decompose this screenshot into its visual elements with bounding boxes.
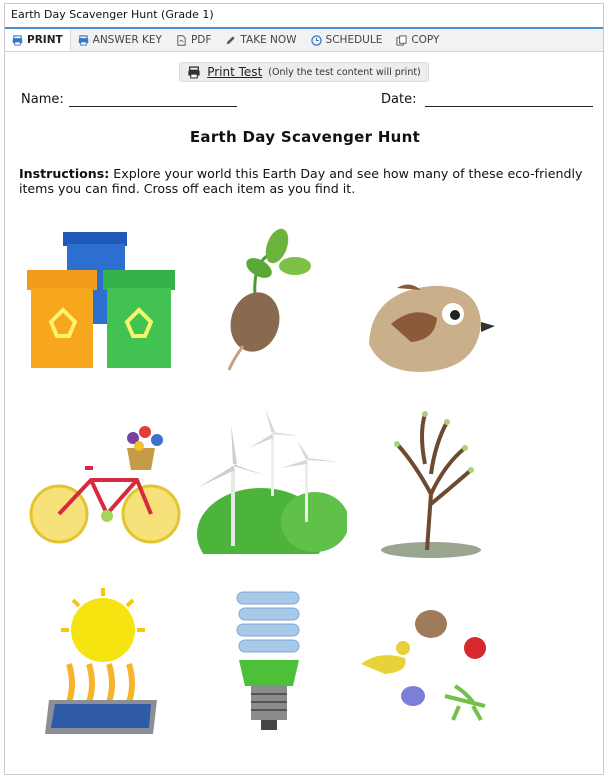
print-test-link[interactable]: Print Test: [207, 65, 263, 79]
name-label: Name:: [21, 92, 64, 107]
copy-button[interactable]: [389, 29, 446, 51]
name-line: [69, 93, 237, 107]
pdf-label: PDF: [190, 34, 212, 46]
answer-key-label: ANSWER KEY: [92, 34, 162, 46]
instructions-label: Instructions:: [19, 166, 110, 181]
print-test-button[interactable]: [179, 62, 429, 82]
pencil-icon: [225, 35, 236, 46]
print-tab[interactable]: [5, 29, 71, 51]
copy-icon: [396, 35, 407, 46]
solar-panel-image: [41, 584, 181, 742]
bicycle-with-flowers-image: [27, 418, 183, 548]
printer-icon: [78, 35, 89, 46]
clock-icon: [311, 35, 322, 46]
recycling-bins-image: [23, 226, 183, 374]
worksheet-title: Earth Day Scavenger Hunt: [189, 128, 421, 146]
pdf-button[interactable]: [169, 29, 218, 51]
light-bulb-image: [227, 586, 311, 738]
toolbar: [5, 29, 603, 52]
date-label: Date:: [381, 92, 417, 107]
schedule-label: SCHEDULE: [325, 34, 383, 46]
take-now-label: TAKE NOW: [240, 34, 297, 46]
bird-image: [361, 274, 501, 374]
print-row: [5, 62, 603, 82]
insects-image: [355, 602, 511, 722]
copy-label: COPY: [411, 34, 440, 46]
window-title: Earth Day Scavenger Hunt (Grade 1): [5, 4, 603, 29]
tree-image: [375, 404, 487, 558]
instructions: [19, 166, 595, 196]
take-now-button[interactable]: [218, 29, 303, 51]
print-test-note: (Only the test content will print): [268, 66, 421, 78]
wind-turbines-image: [191, 404, 347, 554]
answer-key-button[interactable]: [71, 29, 169, 51]
printer-icon: [12, 35, 23, 46]
printer-icon: [187, 66, 201, 79]
test-viewer-window: [4, 3, 604, 775]
date-line: [425, 93, 593, 107]
schedule-button[interactable]: [304, 29, 390, 51]
pdf-icon: [176, 35, 187, 46]
seedling-image: [215, 226, 325, 374]
instructions-text: Explore your world this Earth Day and see how many of these eco-friendly items you can find. Cross off each item as you find it.: [19, 166, 583, 196]
print-tab-label: PRINT: [27, 34, 63, 46]
